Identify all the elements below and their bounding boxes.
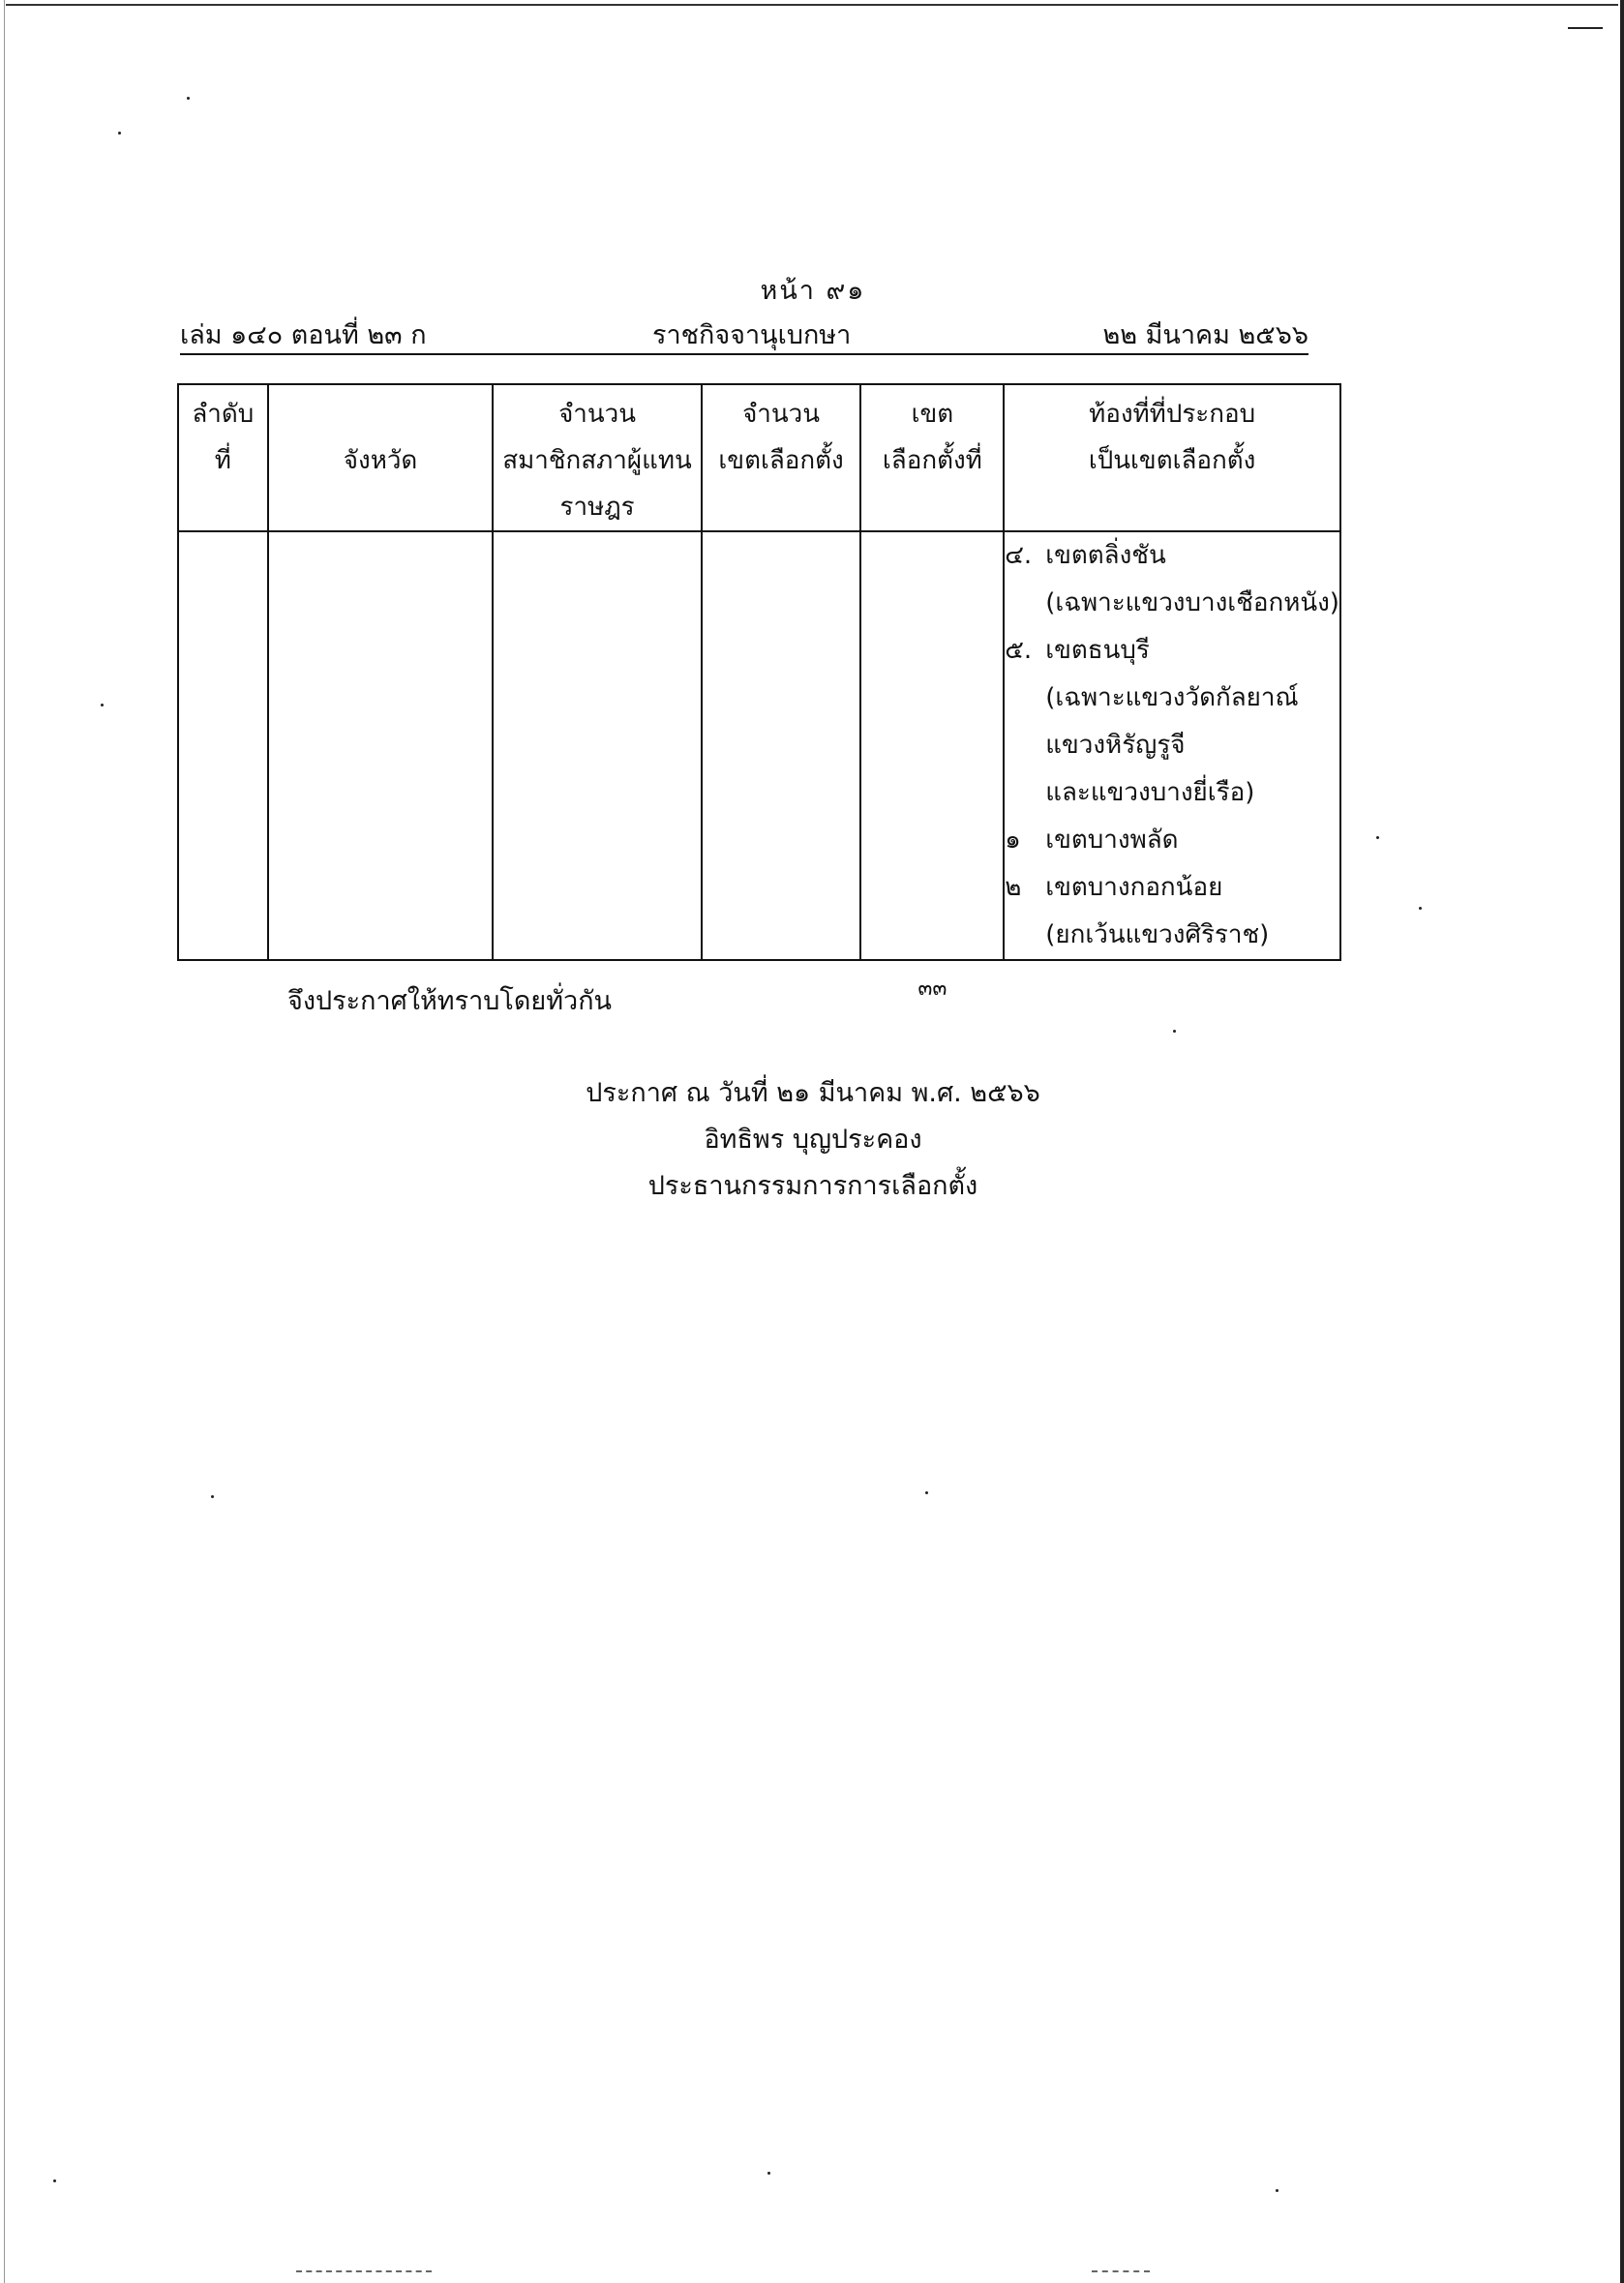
cell-district-count [702, 531, 861, 960]
scan-speck [925, 1491, 928, 1494]
scan-speck [1419, 907, 1422, 910]
header-rule [180, 353, 1308, 355]
issue-info: เล่ม ๑๔๐ ตอนที่ ๒๓ ก [180, 320, 427, 350]
header-areas: ท้องที่ที่ประกอบ เป็นเขตเลือกตั้ง [1004, 384, 1340, 531]
cell-province [268, 531, 494, 960]
closing-statement: จึงประกาศให้ทราบโดยทั่วกัน [287, 986, 612, 1016]
area-line: ๒ เขตบางกอกน้อย [1005, 873, 1223, 902]
area-line: (เฉพาะแขวงวัดกัลยาณ์ [1045, 683, 1299, 712]
cell-areas [1004, 531, 1340, 960]
header-district-no: เขต เลือกตั้งที่ [860, 384, 1004, 531]
page-right-edge [1620, 0, 1624, 2283]
scan-speck [1376, 836, 1379, 839]
gazette-header [180, 314, 1308, 352]
table-row [178, 531, 1340, 960]
scan-speck [53, 2179, 56, 2182]
bottom-scan-mark [296, 2270, 432, 2272]
area-line: และแขวงบางยี่เรือ) [1045, 778, 1255, 807]
scan-speck [1276, 2189, 1278, 2192]
header-district-count: จำนวน เขตเลือกตั้ง [702, 384, 861, 531]
signature-block [484, 1070, 1142, 1210]
page-number: หน้า ๙๑ [760, 276, 866, 306]
scan-speck [767, 2172, 770, 2175]
header-no: ลำดับ ที่ [178, 384, 268, 531]
cell-no [178, 531, 268, 960]
scan-speck [1173, 1030, 1176, 1033]
area-line: (ยกเว้นแขวงศิริราช) [1045, 920, 1270, 949]
header-province: จังหวัด [268, 384, 494, 531]
bottom-scan-mark [1092, 2270, 1150, 2272]
scan-speck [211, 1495, 214, 1498]
cell-members [493, 531, 701, 960]
area-line: ๕. เขตธนบุรี [1005, 636, 1150, 665]
publication-date: ๒๒ มีนาคม ๒๕๖๖ [1102, 320, 1308, 350]
district-number: ๓๓ [917, 976, 947, 1001]
cell-district-no [860, 531, 1004, 1001]
area-line: ๔. เขตตลิ่งชัน [1005, 541, 1166, 570]
area-line: (เฉพาะแขวงบางเชือกหนัง) [1045, 588, 1339, 617]
publication-title: ราชกิจจานุเบกษา [652, 320, 852, 350]
scan-speck [187, 97, 190, 100]
header-members: จำนวน สมาชิกสภาผู้แทน ราษฎร [493, 384, 701, 531]
page-top-edge [6, 4, 1618, 6]
corner-scan-mark [1568, 27, 1603, 29]
announcement-date: ประกาศ ณ วันที่ ๒๑ มีนาคม พ.ศ. ๒๕๖๖ [586, 1078, 1040, 1108]
table-header-row [178, 384, 1340, 531]
scan-speck [101, 704, 104, 706]
area-line: แขวงหิรัญรูจี [1045, 731, 1186, 760]
signatory-name: อิทธิพร บุญประคอง [704, 1125, 922, 1155]
signatory-position: ประธานกรรมการการเลือกตั้ง [647, 1171, 978, 1201]
scan-speck [118, 132, 121, 135]
page-left-edge [4, 0, 5, 2283]
area-line: ๑ เขตบางพลัด [1005, 826, 1179, 855]
